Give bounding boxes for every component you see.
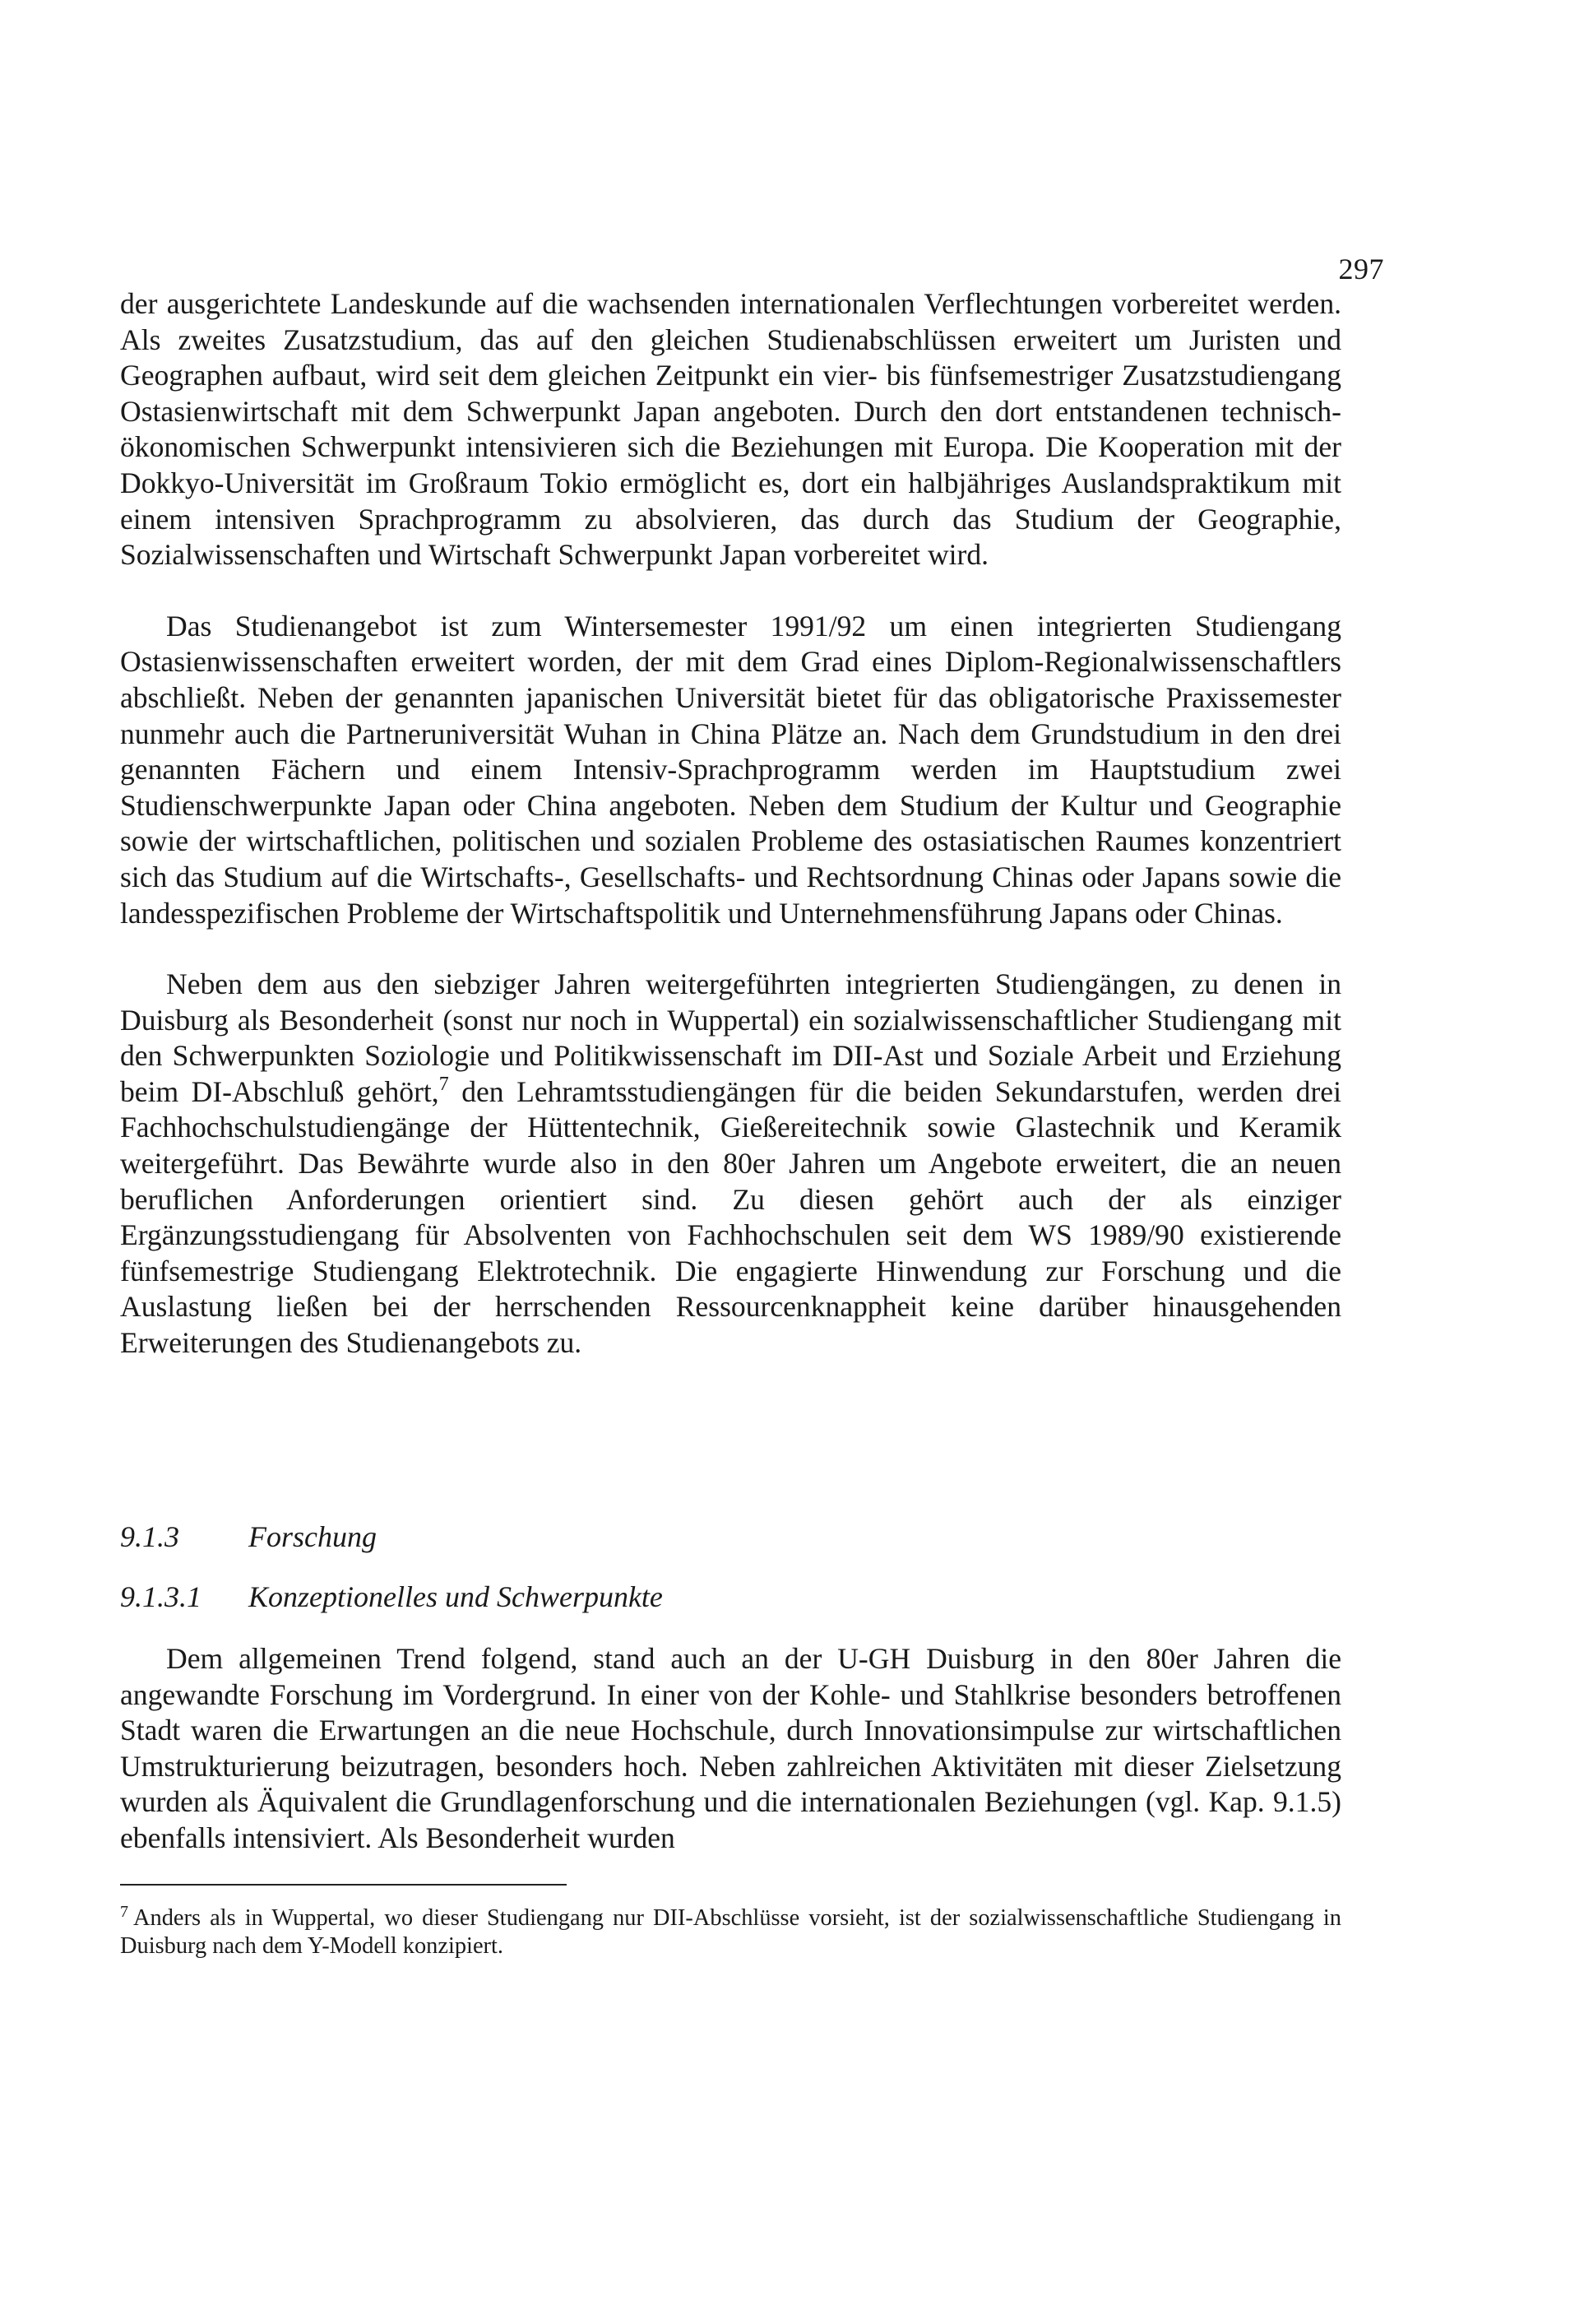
paragraph-3-part-2: den Lehramtsstudiengängen für die beiden Sekundarstufen, werden drei Fachhochschulstudiengänge der Hüttentechnik, Gießereitechnik sowie Glastechnik und Keramik weitergeführt. Das Bewährte wurde also in den 80er Jahren um Angebote erweitert, die an neuen beruflichen Anforderungen orientiert sind. Zu diesen gehört auch der als einziger Ergänzungsstudiengang für Absolventen von Fachhochschulen seit dem WS 1989/90 existierende fünfsemestrige Studiengang Elektrotechnik. Die engagierte Hinwendung zur Forschung und die Auslastung ließen bei der herrschenden Ressourcenknappheit keine darüber hinausgehenden Erweiterungen des Studienangebots zu. xyxy=(120,1074,1341,1360)
footnote-marker: 7 xyxy=(120,1903,128,1921)
paragraph-2: Das Studienangebot ist zum Wintersemester 1991/92 um einen integrierten Studiengang Ostasienwissenschaften erweitert worden, der mit dem Grad eines Diplom-Regionalwissenschaftlers abschließt. Neben der genannten japanischen Universität bietet für das obligatorische Praxissemester nunmehr auch die Partneruniversität Wuhan in China Plätze an. Nach dem Grundstudium in den drei genannten Fächern und einem Intensiv-Sprachprogramm werden im Hauptstudium zwei Studienschwerpunkte Japan oder China angeboten. Neben dem Studium der Kultur und Geographie sowie der wirtschaftlichen, politischen und sozialen Probleme des ostasiatischen Raumes konzentriert sich das Studium auf die Wirtschafts-, Gesellschafts- und Rechtsordnung Chinas oder Japans sowie die landesspezifischen Probleme der Wirtschaftspolitik und Unternehmensführung Japans oder Chinas. xyxy=(120,609,1341,930)
subsection-title: Konzeptionelles und Schwerpunkte xyxy=(248,1580,663,1613)
main-text xyxy=(120,286,1341,1361)
footnote-reference: 7 xyxy=(438,1073,449,1095)
paragraph-1: der ausgerichtete Landeskunde auf die wachsenden internationalen Verflechtungen vorbereitet werden. Als zweites Zusatzstudium, das auf den gleichen Studienabschlüssen erweitert um Juristen und Geographen aufbaut, wird seit dem gleichen Zeitpunkt ein vier- bis fünfsemestriger Zusatzstudiengang Ostasienwirtschaft mit dem Schwerpunkt Japan angeboten. Durch den dort entstandenen technisch-ökonomischen Schwerpunkt intensivieren sich die Beziehungen mit Europa. Die Kooperation mit der Dokkyo-Universität im Großraum Tokio ermöglicht es, dort ein halbjähriges Auslandspraktikum mit einem intensiven Sprachprogramm zu absolvieren, das durch das Studium der Geographie, Sozialwissenschaften und Wirtschaft Schwerpunkt Japan vorbereitet wird. xyxy=(120,287,1341,572)
section-heading xyxy=(120,1519,377,1554)
paragraph-3-part-1: Neben dem aus den siebziger Jahren weitergeführten integrierten Studiengängen, zu denen in Duisburg als Besonderheit (sonst nur noch in Wuppertal) ein sozialwissenschaftlicher Studiengang mit den Schwerpunkten Soziologie und Politikwissenschaft im DII-Ast und Soziale Arbeit und Erziehung beim DI-Abschluß gehört, xyxy=(120,967,1341,1108)
footnote-divider xyxy=(120,1884,567,1886)
footnote-text: Anders als in Wuppertal, wo dieser Studiengang nur DII-Abschlüsse vorsieht, ist der sozialwissenschaftliche Studiengang in Duisburg nach dem Y-Modell konzipiert. xyxy=(120,1905,1341,1959)
section-number: 9.1.3 xyxy=(120,1520,179,1553)
section-text xyxy=(120,1641,1341,1857)
subsection-number: 9.1.3.1 xyxy=(120,1580,201,1613)
page-number: 297 xyxy=(1338,253,1384,285)
subsection-heading xyxy=(120,1579,663,1614)
section-title: Forschung xyxy=(248,1520,377,1553)
footnote xyxy=(120,1904,1341,1960)
paragraph-3 xyxy=(120,967,1341,1361)
section-paragraph: Dem allgemeinen Trend folgend, stand auch an der U-GH Duisburg in den 80er Jahren die angewandte Forschung im Vordergrund. In einer von der Kohle- und Stahlkrise besonders betroffenen Stadt waren die Erwartungen an die neue Hochschule, durch Innovationsimpulse zur wirtschaftlichen Umstrukturierung beizutragen, besonders hoch. Neben zahlreichen Aktivitäten mit dieser Zielsetzung wurden als Äquivalent die Grundlagenforschung und die internationalen Beziehungen (vgl. Kap. 9.1.5) ebenfalls intensiviert. Als Besonderheit wurden xyxy=(120,1642,1341,1854)
